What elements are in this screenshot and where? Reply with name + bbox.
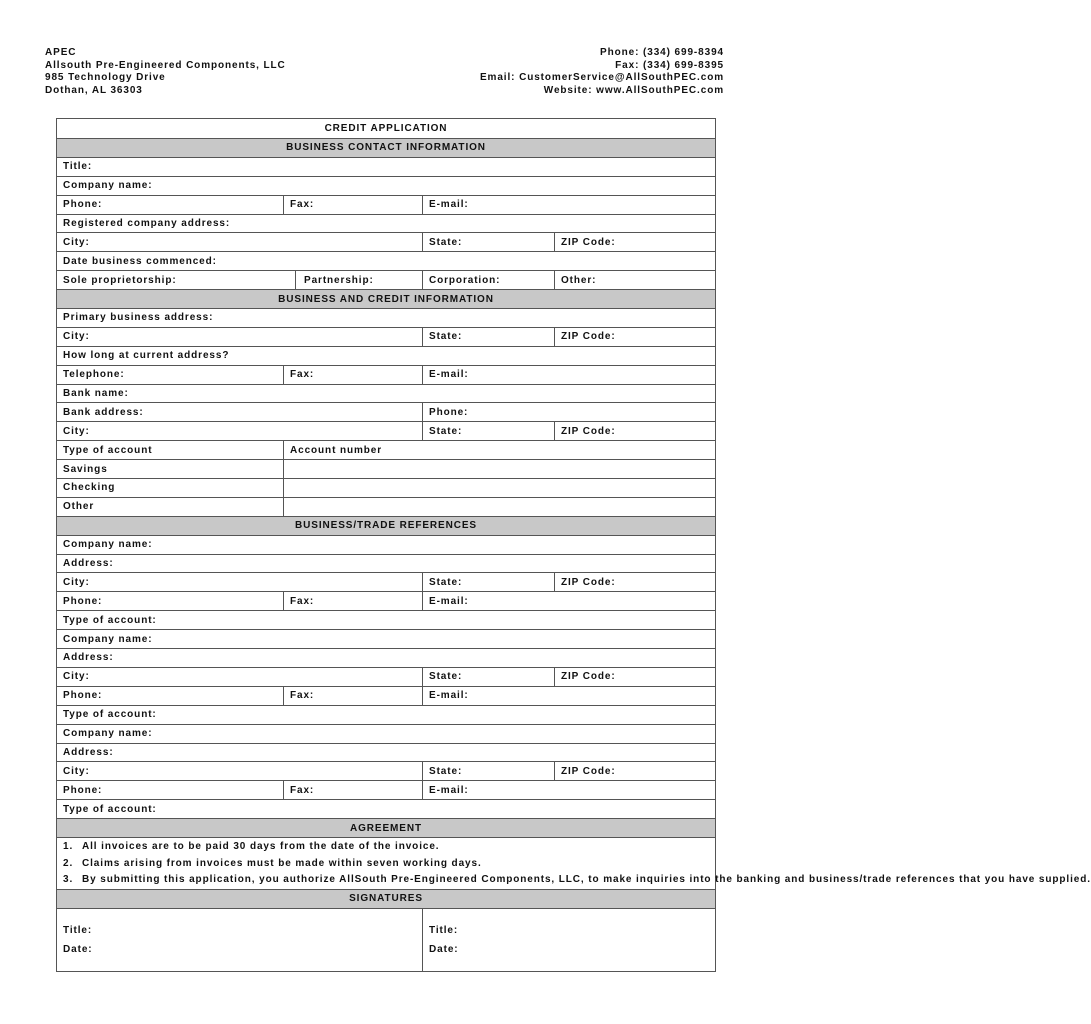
account-number-header: Account number bbox=[284, 441, 716, 460]
ref3-zip-field[interactable]: ZIP Code: bbox=[555, 762, 716, 781]
ref2-company-name-field[interactable]: Company name: bbox=[57, 630, 716, 649]
ref1-city-field[interactable]: City: bbox=[57, 573, 423, 592]
company-phone: Phone: (334) 699-8394 bbox=[600, 47, 724, 58]
contact-email-field[interactable]: E-mail: bbox=[423, 195, 716, 214]
ref1-address-field[interactable]: Address: bbox=[57, 554, 716, 573]
contact-company-name-field[interactable]: Company name: bbox=[57, 176, 716, 195]
credit-telephone-field[interactable]: Telephone: bbox=[57, 365, 284, 384]
ref1-email-field[interactable]: E-mail: bbox=[423, 592, 716, 611]
credit-zip-field[interactable]: ZIP Code: bbox=[555, 327, 716, 346]
how-long-field[interactable]: How long at current address? bbox=[57, 346, 716, 365]
agreement-terms bbox=[57, 837, 1091, 889]
partnership-field[interactable]: Partnership: bbox=[296, 271, 423, 290]
ref1-fax-field[interactable]: Fax: bbox=[284, 592, 423, 611]
primary-address-field[interactable]: Primary business address: bbox=[57, 309, 716, 328]
ref1-type-of-account-field[interactable]: Type of account: bbox=[57, 611, 716, 630]
company-name: Allsouth Pre-Engineered Components, LLC bbox=[45, 59, 286, 71]
contact-phone-field[interactable]: Phone: bbox=[57, 195, 284, 214]
other-account-number-field[interactable] bbox=[284, 497, 716, 516]
ref2-zip-field[interactable]: ZIP Code: bbox=[555, 667, 716, 686]
signature-block-company[interactable] bbox=[423, 908, 716, 971]
savings-label: Savings bbox=[57, 460, 284, 479]
section-heading-business-credit: BUSINESS AND CREDIT INFORMATION bbox=[57, 290, 716, 309]
ref1-state-field[interactable]: State: bbox=[423, 573, 555, 592]
ref2-fax-field[interactable]: Fax: bbox=[284, 686, 423, 705]
contact-state-field[interactable]: State: bbox=[423, 233, 555, 252]
company-email: Email: CustomerService@AllSouthPEC.com bbox=[479, 72, 724, 84]
ref1-zip-field[interactable]: ZIP Code: bbox=[555, 573, 716, 592]
ref3-type-of-account-field[interactable]: Type of account: bbox=[57, 800, 716, 819]
signature-title-label: Title: bbox=[63, 924, 93, 936]
ref3-company-name-field[interactable]: Company name: bbox=[57, 724, 716, 743]
checking-account-number-field[interactable] bbox=[284, 479, 716, 498]
contact-zip-field[interactable]: ZIP Code: bbox=[555, 233, 716, 252]
other-entity-field[interactable]: Other: bbox=[555, 271, 716, 290]
credit-email-field[interactable]: E-mail: bbox=[423, 365, 716, 384]
other-account-label: Other bbox=[57, 497, 284, 516]
ref3-phone-field[interactable]: Phone: bbox=[57, 781, 284, 800]
date-commenced-field[interactable]: Date business commenced: bbox=[57, 252, 716, 271]
agreement-item-text: Claims arising from invoices must be made within seven working days. bbox=[82, 857, 482, 869]
ref2-state-field[interactable]: State: bbox=[423, 667, 555, 686]
type-of-account-header: Type of account bbox=[57, 441, 284, 460]
ref1-company-name-field[interactable]: Company name: bbox=[57, 535, 716, 554]
ref3-fax-field[interactable]: Fax: bbox=[284, 781, 423, 800]
credit-city-field[interactable]: City: bbox=[57, 327, 423, 346]
signature-block-applicant[interactable] bbox=[57, 908, 423, 971]
savings-account-number-field[interactable] bbox=[284, 460, 716, 479]
bank-name-field[interactable]: Bank name: bbox=[57, 384, 716, 403]
ref2-address-field[interactable]: Address: bbox=[57, 649, 716, 668]
agreement-item-number: 1. bbox=[63, 840, 74, 852]
company-contact-block bbox=[480, 47, 724, 97]
corporation-field[interactable]: Corporation: bbox=[423, 271, 555, 290]
bank-zip-field[interactable]: ZIP Code: bbox=[555, 422, 716, 441]
city-state-zip: Dothan, AL 36303 bbox=[45, 84, 143, 96]
credit-application-form bbox=[56, 118, 1091, 972]
company-abbreviation: APEC bbox=[45, 47, 77, 58]
sole-proprietorship-field[interactable]: Sole proprietorship: bbox=[57, 271, 296, 290]
bank-phone-field[interactable]: Phone: bbox=[423, 403, 716, 422]
ref3-email-field[interactable]: E-mail: bbox=[423, 781, 716, 800]
signature-title-label: Title: bbox=[429, 924, 459, 936]
bank-city-field[interactable]: City: bbox=[57, 422, 423, 441]
contact-fax-field[interactable]: Fax: bbox=[284, 195, 423, 214]
agreement-item-number: 2. bbox=[63, 857, 74, 869]
company-website: Website: www.AllSouthPEC.com bbox=[543, 84, 724, 96]
signature-date-label: Date: bbox=[63, 943, 93, 955]
agreement-item bbox=[63, 838, 709, 855]
ref3-city-field[interactable]: City: bbox=[57, 762, 423, 781]
agreement-item-text: All invoices are to be paid 30 days from the date of the invoice. bbox=[82, 840, 440, 852]
agreement-item bbox=[63, 855, 709, 872]
ref3-state-field[interactable]: State: bbox=[423, 762, 555, 781]
ref2-city-field[interactable]: City: bbox=[57, 667, 423, 686]
ref2-phone-field[interactable]: Phone: bbox=[57, 686, 284, 705]
agreement-item-number: 3. bbox=[63, 874, 74, 886]
company-fax: Fax: (334) 699-8395 bbox=[615, 59, 724, 71]
street-address: 985 Technology Drive bbox=[45, 72, 166, 84]
checking-label: Checking bbox=[57, 479, 284, 498]
credit-state-field[interactable]: State: bbox=[423, 327, 555, 346]
agreement-item bbox=[63, 872, 1091, 889]
ref2-type-of-account-field[interactable]: Type of account: bbox=[57, 705, 716, 724]
agreement-item-text: By submitting this application, you authorize AllSouth Pre-Engineered Components, LLC, to make inquiries into the banking and business/trade references that you have supplied. bbox=[82, 874, 1091, 886]
bank-address-field[interactable]: Bank address: bbox=[57, 403, 423, 422]
ref2-email-field[interactable]: E-mail: bbox=[423, 686, 716, 705]
form-title: CREDIT APPLICATION bbox=[57, 119, 716, 139]
ref1-phone-field[interactable]: Phone: bbox=[57, 592, 284, 611]
section-heading-references: BUSINESS/TRADE REFERENCES bbox=[57, 516, 716, 535]
credit-fax-field[interactable]: Fax: bbox=[284, 365, 423, 384]
bank-state-field[interactable]: State: bbox=[423, 422, 555, 441]
section-heading-business-contact: BUSINESS CONTACT INFORMATION bbox=[57, 139, 716, 158]
company-address-block bbox=[45, 47, 286, 97]
registered-address-field[interactable]: Registered company address: bbox=[57, 214, 716, 233]
section-heading-agreement: AGREEMENT bbox=[57, 819, 716, 838]
contact-title-field[interactable]: Title: bbox=[57, 157, 716, 176]
contact-city-field[interactable]: City: bbox=[57, 233, 423, 252]
ref3-address-field[interactable]: Address: bbox=[57, 743, 716, 762]
signature-date-label: Date: bbox=[429, 943, 459, 955]
section-heading-signatures: SIGNATURES bbox=[57, 889, 716, 908]
